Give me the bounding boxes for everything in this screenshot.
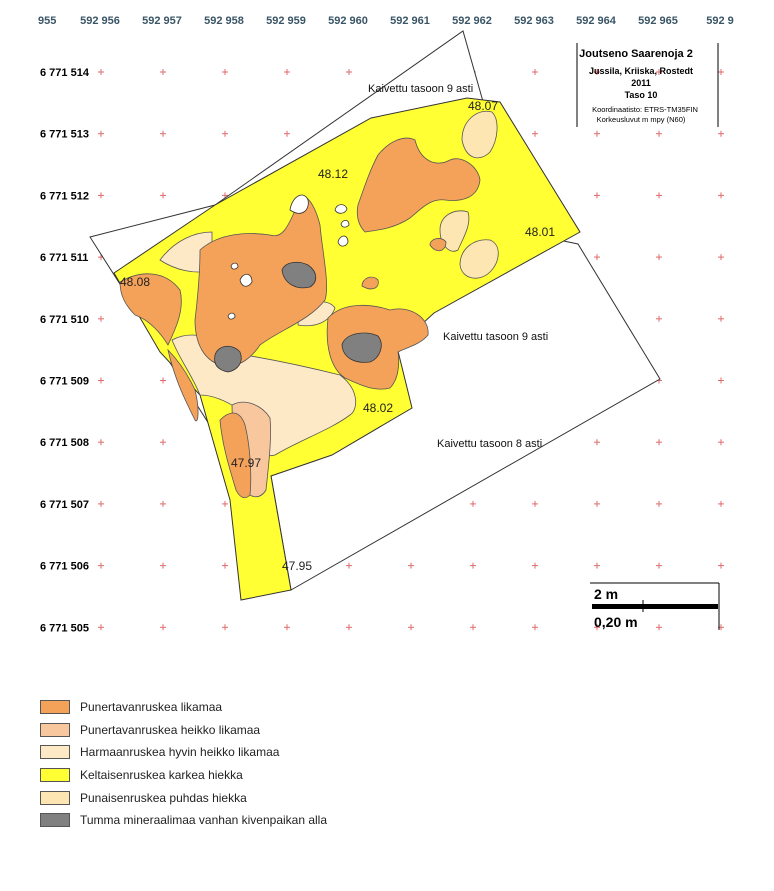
x-axis-label: 592 960 — [328, 15, 368, 27]
legend-swatch — [40, 813, 70, 827]
x-axis-labels — [38, 15, 734, 27]
x-axis-label: 592 957 — [142, 15, 182, 27]
y-axis-label: 6 771 511 — [40, 252, 89, 265]
x-axis-label: 592 958 — [204, 15, 244, 27]
legend-label: Punertavanruskea likamaa — [80, 700, 223, 715]
legend-label: Keltaisenruskea karkea hiekka — [80, 768, 243, 783]
y-axis-label: 6 771 508 — [40, 437, 89, 450]
y-axis-label: 6 771 512 — [40, 190, 89, 203]
white-hole — [228, 313, 235, 319]
white-hole — [231, 263, 238, 269]
y-axis-label: 6 771 509 — [40, 375, 89, 388]
elevation-label: 48.07 — [468, 99, 499, 113]
y-axis-labels — [40, 67, 90, 634]
legend-swatch — [40, 723, 70, 737]
legend-item — [40, 764, 327, 787]
map-coord-system: Koordinaatisto: ETRS-TM35FIN — [592, 105, 698, 114]
x-axis-label: 592 962 — [452, 15, 492, 27]
x-axis-label: 955 — [38, 15, 57, 27]
legend-swatch — [40, 700, 70, 714]
map-level: Taso 10 — [624, 90, 658, 100]
elevation-label: 47.97 — [231, 456, 262, 470]
x-axis-label: 592 9 — [706, 15, 734, 27]
scale-interval: 0,20 m — [594, 614, 638, 630]
map-height-system: Korkeusluvut m mpy (N60) — [596, 115, 686, 124]
white-hole — [240, 274, 252, 286]
x-axis-label: 592 959 — [266, 15, 306, 27]
y-axis-label: 6 771 514 — [40, 67, 89, 79]
scale-distance: 2 m — [594, 586, 619, 602]
x-axis-label: 592 956 — [80, 15, 120, 27]
elevation-label: 48.01 — [525, 225, 556, 239]
legend-item — [40, 786, 327, 809]
x-axis-label: 592 965 — [638, 15, 678, 27]
title-block — [577, 43, 718, 127]
map-year: 2011 — [631, 78, 651, 88]
legend-label: Tumma mineraalimaa vanhan kivenpaikan alla — [80, 813, 328, 828]
elevation-label: 47.95 — [282, 559, 313, 573]
excavation-note: Kaivettu tasoon 9 asti — [368, 83, 474, 95]
legend-item — [40, 696, 327, 719]
y-axis-label: 6 771 510 — [40, 313, 89, 326]
legend-label: Punertavanruskea heikko likamaa — [80, 722, 261, 737]
excavation-note: Kaivettu tasoon 8 asti — [437, 438, 543, 450]
legend-swatch — [40, 791, 70, 805]
legend-item — [40, 719, 327, 742]
x-axis-label: 592 963 — [514, 15, 554, 27]
white-hole — [341, 220, 349, 227]
elevation-label: 48.12 — [318, 167, 349, 181]
map-title: Joutseno Saarenoja 2 — [579, 48, 693, 60]
scale-bar — [590, 583, 719, 630]
x-axis-label: 592 964 — [576, 15, 616, 27]
map-authors: Jussila, Kriiska, Rostedt — [588, 66, 694, 76]
elevation-label: 48.02 — [363, 401, 394, 415]
legend-item — [40, 741, 327, 764]
y-axis-label: 6 771 513 — [40, 128, 89, 141]
elevation-label: 48.08 — [120, 275, 151, 289]
excavation-note: Kaivettu tasoon 9 asti — [443, 331, 549, 343]
y-axis-label: 6 771 506 — [40, 560, 89, 573]
y-axis-label: 6 771 507 — [40, 498, 89, 511]
legend-swatch — [40, 768, 70, 782]
x-axis-label: 592 961 — [390, 15, 430, 27]
legend-item — [40, 809, 327, 832]
legend-swatch — [40, 745, 70, 759]
legend-label: Punaisenruskea puhdas hiekka — [80, 790, 247, 805]
map-legend — [40, 696, 327, 832]
legend-label: Harmaanruskea hyvin heikko likamaa — [80, 745, 280, 760]
y-axis-label: 6 771 505 — [40, 622, 89, 635]
